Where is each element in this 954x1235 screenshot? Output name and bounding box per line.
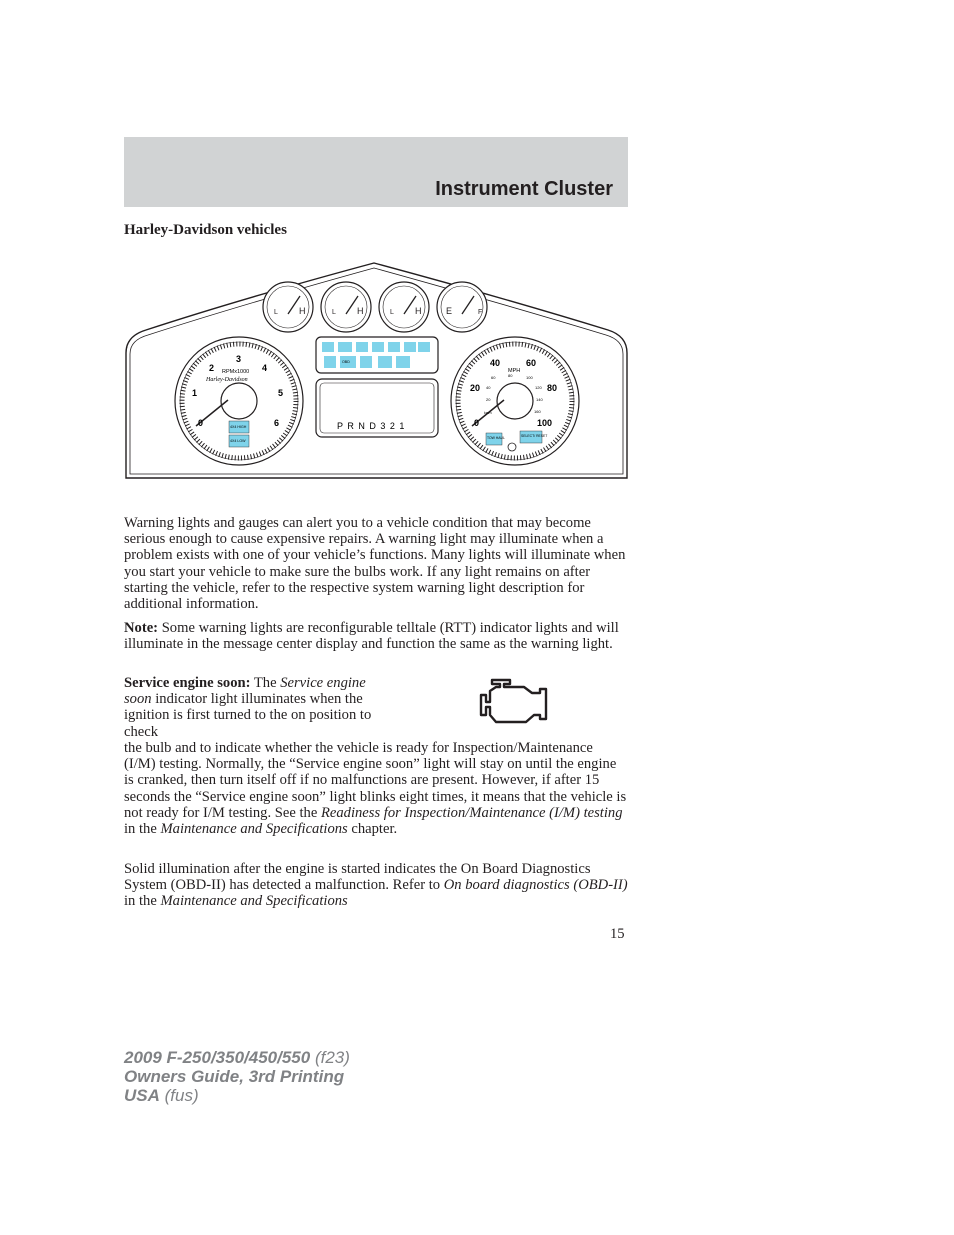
kmh-number: 120	[535, 385, 542, 390]
note-label: Note:	[124, 620, 159, 636]
gauge-letter: H	[299, 306, 306, 316]
svg-text:L: L	[274, 309, 278, 316]
gauge-letter: E	[446, 306, 453, 316]
paragraph-obd: Solid illumination after the engine is started indicates the On Board Diagnostics System (OBD-II) has detected a malfunction. Refer to On board diagnostics (OBD-II) in the Maintenance and Specifications	[124, 861, 628, 910]
four-low-label: 4X4 LOW	[230, 439, 246, 443]
kmh-number: 80	[508, 373, 513, 378]
tach-brand: Harley-Davidson	[206, 377, 248, 383]
tach-number: 5	[278, 388, 284, 398]
paragraph-service-engine-intro: Service engine soon: The Service engine soon indicator light illuminates when the ignition is first turned to the on position to check	[124, 675, 372, 740]
kmh-number: 100	[526, 375, 533, 380]
speedo-number: 100	[537, 418, 553, 428]
obd-label: OBD	[342, 360, 350, 364]
kmh-unit: km/h	[484, 411, 492, 415]
tach-number: 4	[262, 363, 268, 373]
footer: 2009 F-250/350/450/550 (f23) Owners Guide, 3rd Printing USA (fus)	[124, 1048, 350, 1105]
instrument-cluster-illustration	[124, 258, 629, 483]
speedo-number: 60	[526, 358, 537, 368]
tach-label: RPMx1000	[222, 369, 250, 375]
tach-number: 3	[236, 354, 242, 364]
section-heading: Harley-Davidson vehicles	[124, 222, 287, 238]
tow-haul-label: TOW HAUL	[487, 436, 505, 440]
svg-text:L: L	[332, 309, 336, 316]
speedometer	[451, 337, 579, 465]
speedo-number: 40	[490, 358, 501, 368]
page-title: Instrument Cluster	[435, 178, 613, 200]
header-band	[124, 137, 628, 207]
paragraph-warning-lights: Warning lights and gauges can alert you to a vehicle condition that may become serious enough to cause expensive repairs. A warning light may illuminate when a problem exists with one of your vehicle’s functions. Many lights will illuminate when you start your vehicle to make sure the bulbs work. If any light remains on after starting the vehicle, refer to the respective system warning light description for additional information.	[124, 515, 626, 613]
svg-text:L: L	[390, 309, 394, 316]
speedo-label: MPH	[508, 368, 521, 374]
kmh-number: 160	[534, 409, 541, 414]
speedo-number: 80	[547, 383, 558, 393]
page-number: 15	[610, 926, 625, 942]
tach-number: 1	[192, 388, 198, 398]
center-panel	[316, 337, 438, 437]
speedo-number: 20	[470, 383, 481, 393]
tach-number: 2	[209, 363, 215, 373]
paragraph-note: Note: Some warning lights are reconfigurable telltale (RTT) indicator lights and will illuminate in the message center display and function the same as the warning light.	[124, 620, 619, 653]
check-engine-icon	[478, 677, 554, 725]
speedo-number: 0	[474, 418, 480, 428]
paragraph-service-engine: the bulb and to indicate whether the vehicle is ready for Inspection/Maintenance (I/M) testing. Normally, the “Service engine soon” light will stay on until the engine is cranked, then turn itself off if no malfunctions are present. However, if after 15 seconds the “Service engine soon” light blinks eight times, it means that the vehicle is not ready for I/M testing. See the Readiness for Inspection/Maintenance (I/M) testing in the Maintenance and Specifications chapter.	[124, 740, 627, 838]
kmh-number: 20	[486, 397, 491, 402]
four-high-label: 4X4 HIGH	[230, 425, 247, 429]
svg-text:F: F	[478, 309, 483, 316]
tach-number: 0	[198, 418, 204, 428]
gauge-letter: H	[415, 306, 422, 316]
kmh-number: 60	[491, 375, 496, 380]
tachometer	[175, 337, 303, 465]
gear-indicator: P R N D 3 2 1	[337, 421, 406, 431]
kmh-number: 40	[486, 385, 491, 390]
gauge-letter: H	[357, 306, 364, 316]
kmh-number: 140	[536, 397, 543, 402]
tach-number: 6	[274, 418, 280, 428]
select-reset-label: SELECT/ RESET	[521, 434, 548, 438]
service-engine-label: Service engine soon:	[124, 675, 251, 691]
